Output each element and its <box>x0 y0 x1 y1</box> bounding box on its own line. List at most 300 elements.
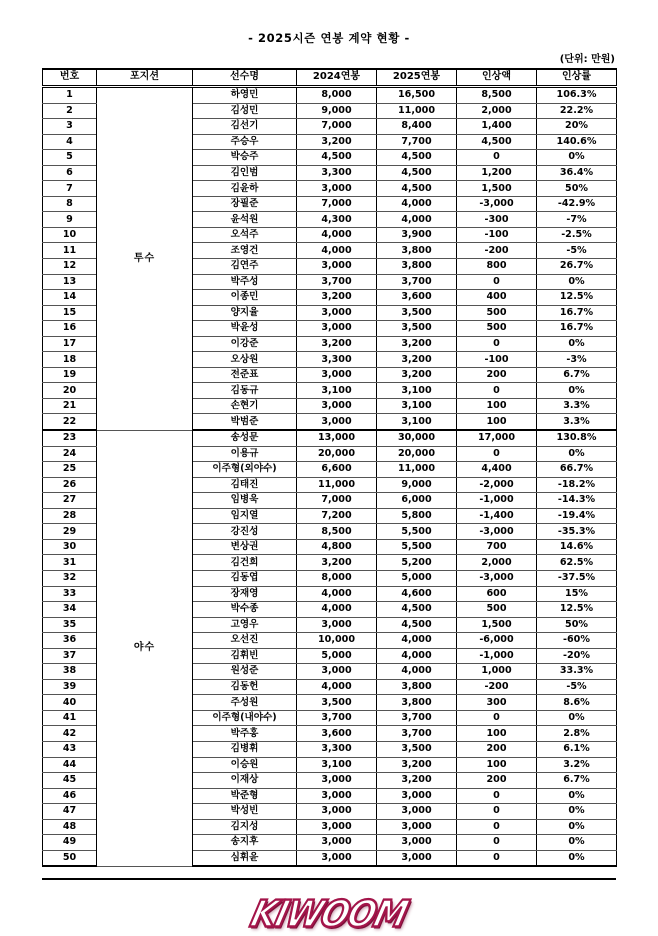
cell-row-number: 27 <box>43 493 97 509</box>
cell-rate: 14.6% <box>537 539 617 555</box>
cell-name: 김인범 <box>193 165 297 181</box>
cell-rate: 12.5% <box>537 602 617 618</box>
cell-name: 주승우 <box>193 134 297 150</box>
cell-rate: 0% <box>537 446 617 462</box>
cell-y2025: 3,200 <box>377 352 457 368</box>
cell-y2025: 5,500 <box>377 524 457 540</box>
cell-y2025: 4,500 <box>377 617 457 633</box>
cell-row-number: 1 <box>43 87 97 104</box>
cell-amt: 17,000 <box>457 430 537 446</box>
cell-amt: -300 <box>457 212 537 228</box>
cell-name: 오상원 <box>193 352 297 368</box>
cell-rate: -42.9% <box>537 196 617 212</box>
cell-y2024: 3,000 <box>297 819 377 835</box>
cell-name: 박준형 <box>193 788 297 804</box>
cell-y2025: 4,000 <box>377 664 457 680</box>
cell-name: 송성문 <box>193 430 297 446</box>
cell-row-number: 44 <box>43 757 97 773</box>
cell-y2025: 3,500 <box>377 321 457 337</box>
cell-amt: 300 <box>457 695 537 711</box>
cell-amt: -1,000 <box>457 648 537 664</box>
cell-row-number: 49 <box>43 835 97 851</box>
cell-amt: -200 <box>457 679 537 695</box>
cell-amt: 4,500 <box>457 134 537 150</box>
cell-y2025: 11,000 <box>377 103 457 119</box>
cell-y2025: 4,500 <box>377 165 457 181</box>
cell-rate: -60% <box>537 633 617 649</box>
cell-y2024: 7,000 <box>297 196 377 212</box>
cell-name: 조영건 <box>193 243 297 259</box>
cell-name: 이주형(내야수) <box>193 710 297 726</box>
cell-y2024: 4,000 <box>297 227 377 243</box>
cell-amt: 0 <box>457 835 537 851</box>
cell-row-number: 24 <box>43 446 97 462</box>
cell-row-number: 3 <box>43 119 97 135</box>
cell-amt: -3,000 <box>457 196 537 212</box>
cell-name: 박승주 <box>193 150 297 166</box>
cell-name: 박윤성 <box>193 321 297 337</box>
column-header-no: 번호 <box>43 69 97 87</box>
cell-y2025: 16,500 <box>377 87 457 104</box>
cell-rate: 26.7% <box>537 259 617 275</box>
cell-y2024: 5,000 <box>297 648 377 664</box>
cell-row-number: 48 <box>43 819 97 835</box>
cell-y2024: 3,000 <box>297 788 377 804</box>
cell-rate: 6.7% <box>537 367 617 383</box>
cell-name: 임병욱 <box>193 493 297 509</box>
cell-name: 박성빈 <box>193 804 297 820</box>
cell-amt: 1,500 <box>457 617 537 633</box>
cell-amt: 0 <box>457 446 537 462</box>
cell-rate: -5% <box>537 243 617 259</box>
cell-y2025: 5,800 <box>377 508 457 524</box>
cell-y2025: 4,000 <box>377 196 457 212</box>
kiwoom-wordmark: KIWOOM <box>246 892 412 936</box>
table-row <box>43 87 617 104</box>
cell-row-number: 38 <box>43 664 97 680</box>
cell-rate: 0% <box>537 819 617 835</box>
cell-rate: 22.2% <box>537 103 617 119</box>
cell-name: 임지열 <box>193 508 297 524</box>
cell-name: 이승원 <box>193 757 297 773</box>
cell-y2025: 3,500 <box>377 741 457 757</box>
table-row <box>43 430 617 446</box>
cell-y2025: 11,000 <box>377 462 457 478</box>
cell-y2024: 4,300 <box>297 212 377 228</box>
cell-row-number: 29 <box>43 524 97 540</box>
cell-rate: 8.6% <box>537 695 617 711</box>
cell-y2024: 3,000 <box>297 398 377 414</box>
cell-name: 김병휘 <box>193 741 297 757</box>
cell-amt: 0 <box>457 336 537 352</box>
cell-rate: 16.7% <box>537 305 617 321</box>
cell-y2024: 3,000 <box>297 773 377 789</box>
cell-y2024: 3,000 <box>297 664 377 680</box>
cell-amt: 1,000 <box>457 664 537 680</box>
cell-amt: 0 <box>457 819 537 835</box>
cell-name: 김윤하 <box>193 181 297 197</box>
cell-row-number: 9 <box>43 212 97 228</box>
cell-y2025: 3,000 <box>377 819 457 835</box>
cell-amt: 0 <box>457 274 537 290</box>
cell-name: 이종민 <box>193 290 297 306</box>
cell-name: 김건희 <box>193 555 297 571</box>
cell-row-number: 16 <box>43 321 97 337</box>
cell-y2024: 3,500 <box>297 695 377 711</box>
column-header-y2024: 2024연봉 <box>297 69 377 87</box>
cell-amt: 400 <box>457 290 537 306</box>
cell-row-number: 34 <box>43 602 97 618</box>
cell-y2024: 7,000 <box>297 119 377 135</box>
cell-amt: 0 <box>457 804 537 820</box>
cell-y2025: 5,200 <box>377 555 457 571</box>
cell-rate: 0% <box>537 804 617 820</box>
cell-name: 전준표 <box>193 367 297 383</box>
cell-amt: 500 <box>457 602 537 618</box>
cell-y2024: 3,100 <box>297 383 377 399</box>
cell-row-number: 11 <box>43 243 97 259</box>
cell-row-number: 13 <box>43 274 97 290</box>
cell-row-number: 47 <box>43 804 97 820</box>
cell-y2024: 3,700 <box>297 274 377 290</box>
cell-y2024: 20,000 <box>297 446 377 462</box>
column-header-rate: 인상률 <box>537 69 617 87</box>
cell-amt: -3,000 <box>457 570 537 586</box>
cell-amt: -1,000 <box>457 493 537 509</box>
cell-name: 박주홍 <box>193 726 297 742</box>
cell-row-number: 4 <box>43 134 97 150</box>
cell-name: 김동헌 <box>193 679 297 695</box>
cell-y2025: 20,000 <box>377 446 457 462</box>
cell-y2024: 3,000 <box>297 414 377 430</box>
cell-amt: 600 <box>457 586 537 602</box>
cell-name: 김동엽 <box>193 570 297 586</box>
cell-amt: 8,500 <box>457 87 537 104</box>
cell-row-number: 7 <box>43 181 97 197</box>
cell-y2024: 3,300 <box>297 352 377 368</box>
cell-name: 장필준 <box>193 196 297 212</box>
cell-amt: 800 <box>457 259 537 275</box>
cell-amt: -100 <box>457 227 537 243</box>
cell-y2025: 4,000 <box>377 633 457 649</box>
cell-rate: 36.4% <box>537 165 617 181</box>
cell-row-number: 19 <box>43 367 97 383</box>
cell-y2024: 3,000 <box>297 850 377 866</box>
cell-y2024: 3,000 <box>297 835 377 851</box>
cell-amt: 2,000 <box>457 555 537 571</box>
cell-y2024: 4,500 <box>297 150 377 166</box>
cell-y2024: 3,000 <box>297 259 377 275</box>
cell-amt: 100 <box>457 726 537 742</box>
cell-y2025: 3,900 <box>377 227 457 243</box>
cell-row-number: 28 <box>43 508 97 524</box>
cell-amt: 2,000 <box>457 103 537 119</box>
cell-y2025: 4,500 <box>377 602 457 618</box>
cell-y2024: 3,000 <box>297 804 377 820</box>
cell-y2025: 4,600 <box>377 586 457 602</box>
cell-name: 김선기 <box>193 119 297 135</box>
cell-y2024: 3,200 <box>297 290 377 306</box>
cell-row-number: 12 <box>43 259 97 275</box>
cell-y2025: 7,700 <box>377 134 457 150</box>
cell-amt: -6,000 <box>457 633 537 649</box>
cell-rate: 0% <box>537 150 617 166</box>
cell-name: 이재상 <box>193 773 297 789</box>
cell-amt: 200 <box>457 773 537 789</box>
cell-y2025: 3,100 <box>377 398 457 414</box>
cell-y2025: 3,000 <box>377 835 457 851</box>
cell-y2025: 3,000 <box>377 850 457 866</box>
cell-rate: 3.3% <box>537 414 617 430</box>
table-header <box>43 69 617 87</box>
cell-row-number: 33 <box>43 586 97 602</box>
cell-rate: 2.8% <box>537 726 617 742</box>
cell-y2024: 3,200 <box>297 555 377 571</box>
cell-y2025: 3,200 <box>377 757 457 773</box>
cell-row-number: 31 <box>43 555 97 571</box>
cell-row-number: 30 <box>43 539 97 555</box>
cell-name: 윤석원 <box>193 212 297 228</box>
cell-name: 오석주 <box>193 227 297 243</box>
cell-row-number: 43 <box>43 741 97 757</box>
cell-y2024: 13,000 <box>297 430 377 446</box>
cell-rate: 33.3% <box>537 664 617 680</box>
cell-y2025: 6,000 <box>377 493 457 509</box>
cell-y2025: 3,700 <box>377 710 457 726</box>
cell-amt: -1,400 <box>457 508 537 524</box>
cell-name: 고영우 <box>193 617 297 633</box>
cell-name: 박범준 <box>193 414 297 430</box>
cell-row-number: 40 <box>43 695 97 711</box>
cell-y2024: 3,000 <box>297 181 377 197</box>
cell-amt: 1,500 <box>457 181 537 197</box>
column-header-amt: 인상액 <box>457 69 537 87</box>
cell-y2024: 4,000 <box>297 586 377 602</box>
table-header-row <box>43 69 617 87</box>
cell-y2024: 9,000 <box>297 103 377 119</box>
cell-y2024: 3,300 <box>297 741 377 757</box>
cell-amt: 200 <box>457 741 537 757</box>
cell-amt: 0 <box>457 788 537 804</box>
cell-rate: -20% <box>537 648 617 664</box>
cell-rate: 0% <box>537 274 617 290</box>
cell-name: 장재영 <box>193 586 297 602</box>
cell-amt: 4,400 <box>457 462 537 478</box>
cell-row-number: 20 <box>43 383 97 399</box>
cell-name: 박수종 <box>193 602 297 618</box>
cell-name: 강진성 <box>193 524 297 540</box>
cell-y2025: 3,200 <box>377 336 457 352</box>
cell-rate: 50% <box>537 617 617 633</box>
cell-name: 김성민 <box>193 103 297 119</box>
cell-position-group: 야수 <box>97 430 193 866</box>
cell-rate: 0% <box>537 788 617 804</box>
cell-name: 오선진 <box>193 633 297 649</box>
cell-y2024: 10,000 <box>297 633 377 649</box>
cell-amt: 500 <box>457 321 537 337</box>
cell-name: 박주성 <box>193 274 297 290</box>
cell-amt: 200 <box>457 367 537 383</box>
cell-rate: -2.5% <box>537 227 617 243</box>
cell-y2024: 3,000 <box>297 321 377 337</box>
cell-row-number: 10 <box>43 227 97 243</box>
cell-row-number: 50 <box>43 850 97 866</box>
cell-y2024: 3,200 <box>297 336 377 352</box>
cell-rate: 12.5% <box>537 290 617 306</box>
cell-rate: 50% <box>537 181 617 197</box>
cell-rate: 3.2% <box>537 757 617 773</box>
cell-row-number: 5 <box>43 150 97 166</box>
cell-amt: 0 <box>457 383 537 399</box>
column-header-name: 선수명 <box>193 69 297 87</box>
cell-rate: 66.7% <box>537 462 617 478</box>
cell-amt: 500 <box>457 305 537 321</box>
cell-row-number: 42 <box>43 726 97 742</box>
cell-amt: -200 <box>457 243 537 259</box>
cell-rate: 0% <box>537 835 617 851</box>
cell-y2025: 30,000 <box>377 430 457 446</box>
cell-rate: 15% <box>537 586 617 602</box>
cell-y2024: 3,200 <box>297 134 377 150</box>
cell-row-number: 45 <box>43 773 97 789</box>
cell-name: 송지후 <box>193 835 297 851</box>
cell-y2025: 4,500 <box>377 181 457 197</box>
cell-row-number: 39 <box>43 679 97 695</box>
unit-note: (단위: 만원) <box>559 54 615 65</box>
cell-rate: -5% <box>537 679 617 695</box>
cell-y2024: 8,000 <box>297 570 377 586</box>
table-body <box>43 87 617 867</box>
cell-rate: 140.6% <box>537 134 617 150</box>
cell-y2025: 4,000 <box>377 212 457 228</box>
cell-y2025: 3,800 <box>377 259 457 275</box>
cell-y2025: 3,700 <box>377 274 457 290</box>
cell-y2024: 8,500 <box>297 524 377 540</box>
cell-y2025: 4,000 <box>377 648 457 664</box>
cell-rate: -35.3% <box>537 524 617 540</box>
cell-rate: -3% <box>537 352 617 368</box>
cell-row-number: 21 <box>43 398 97 414</box>
cell-y2024: 3,600 <box>297 726 377 742</box>
cell-rate: 0% <box>537 710 617 726</box>
cell-y2024: 7,000 <box>297 493 377 509</box>
cell-y2024: 3,000 <box>297 367 377 383</box>
cell-amt: 100 <box>457 398 537 414</box>
cell-row-number: 15 <box>43 305 97 321</box>
column-header-pos: 포지션 <box>97 69 193 87</box>
cell-rate: -14.3% <box>537 493 617 509</box>
cell-y2025: 3,800 <box>377 243 457 259</box>
cell-rate: -18.2% <box>537 477 617 493</box>
cell-y2024: 4,800 <box>297 539 377 555</box>
cell-y2025: 3,600 <box>377 290 457 306</box>
cell-name: 김연주 <box>193 259 297 275</box>
cell-name: 김지성 <box>193 819 297 835</box>
cell-y2025: 8,400 <box>377 119 457 135</box>
cell-name: 양지율 <box>193 305 297 321</box>
cell-amt: 0 <box>457 150 537 166</box>
cell-rate: 20% <box>537 119 617 135</box>
cell-row-number: 14 <box>43 290 97 306</box>
cell-rate: 106.3% <box>537 87 617 104</box>
cell-rate: 3.3% <box>537 398 617 414</box>
cell-y2024: 4,000 <box>297 602 377 618</box>
cell-rate: 16.7% <box>537 321 617 337</box>
cell-row-number: 46 <box>43 788 97 804</box>
cell-y2025: 3,800 <box>377 695 457 711</box>
cell-rate: 0% <box>537 850 617 866</box>
cell-amt: -2,000 <box>457 477 537 493</box>
cell-row-number: 6 <box>43 165 97 181</box>
cell-rate: 130.8% <box>537 430 617 446</box>
cell-y2024: 8,000 <box>297 87 377 104</box>
cell-amt: 0 <box>457 850 537 866</box>
cell-y2024: 11,000 <box>297 477 377 493</box>
cell-row-number: 25 <box>43 462 97 478</box>
cell-rate: 62.5% <box>537 555 617 571</box>
column-header-y2025: 2025연봉 <box>377 69 457 87</box>
cell-amt: 0 <box>457 710 537 726</box>
cell-amt: -100 <box>457 352 537 368</box>
cell-amt: 1,400 <box>457 119 537 135</box>
cell-y2025: 4,500 <box>377 150 457 166</box>
cell-y2024: 3,100 <box>297 757 377 773</box>
cell-name: 심휘윤 <box>193 850 297 866</box>
cell-name: 변상권 <box>193 539 297 555</box>
cell-y2024: 3,000 <box>297 305 377 321</box>
cell-y2024: 4,000 <box>297 243 377 259</box>
salary-table <box>42 68 617 867</box>
cell-row-number: 41 <box>43 710 97 726</box>
cell-amt: 100 <box>457 757 537 773</box>
cell-name: 손현기 <box>193 398 297 414</box>
cell-rate: 6.7% <box>537 773 617 789</box>
cell-y2025: 3,700 <box>377 726 457 742</box>
cell-y2025: 3,100 <box>377 414 457 430</box>
cell-row-number: 8 <box>43 196 97 212</box>
cell-row-number: 36 <box>43 633 97 649</box>
cell-position-group: 투수 <box>97 87 193 431</box>
cell-y2024: 7,200 <box>297 508 377 524</box>
cell-amt: 700 <box>457 539 537 555</box>
cell-y2025: 3,000 <box>377 788 457 804</box>
cell-y2025: 3,200 <box>377 773 457 789</box>
cell-name: 김동규 <box>193 383 297 399</box>
cell-row-number: 26 <box>43 477 97 493</box>
cell-name: 이용규 <box>193 446 297 462</box>
cell-y2024: 3,300 <box>297 165 377 181</box>
cell-name: 이주형(외야수) <box>193 462 297 478</box>
cell-y2025: 9,000 <box>377 477 457 493</box>
cell-name: 이강준 <box>193 336 297 352</box>
cell-rate: -7% <box>537 212 617 228</box>
cell-y2025: 3,100 <box>377 383 457 399</box>
cell-name: 원성준 <box>193 664 297 680</box>
cell-row-number: 22 <box>43 414 97 430</box>
cell-y2025: 5,000 <box>377 570 457 586</box>
cell-row-number: 35 <box>43 617 97 633</box>
cell-y2024: 3,000 <box>297 617 377 633</box>
cell-row-number: 2 <box>43 103 97 119</box>
cell-row-number: 17 <box>43 336 97 352</box>
cell-rate: 0% <box>537 383 617 399</box>
cell-row-number: 32 <box>43 570 97 586</box>
cell-y2025: 5,500 <box>377 539 457 555</box>
cell-amt: -3,000 <box>457 524 537 540</box>
cell-rate: 6.1% <box>537 741 617 757</box>
cell-y2025: 3,500 <box>377 305 457 321</box>
team-logo <box>42 880 616 936</box>
